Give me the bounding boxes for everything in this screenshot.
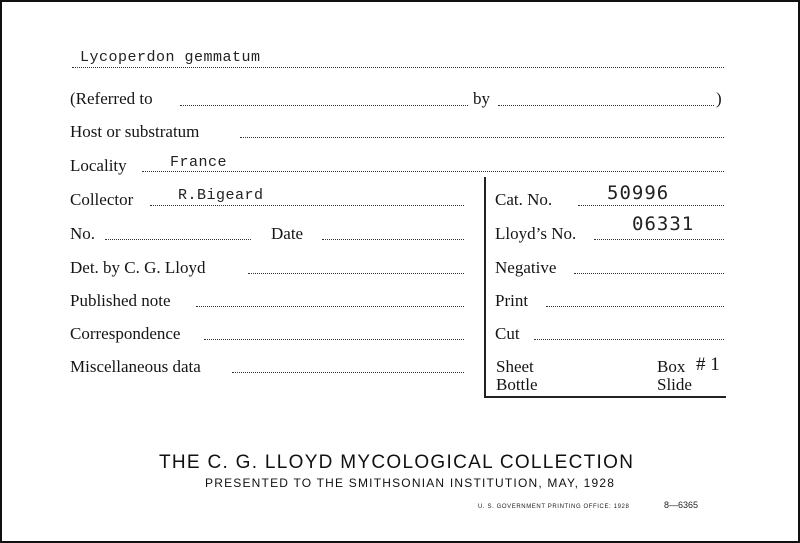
form-code: 8—6365 xyxy=(664,500,699,510)
no-field[interactable] xyxy=(105,239,251,240)
right-box-bottom-border xyxy=(484,396,726,398)
referred-to-label: (Referred to xyxy=(70,89,153,108)
right-box-left-border xyxy=(484,177,486,397)
det-label: Det. by C. G. Lloyd xyxy=(70,258,206,277)
print-label: Print xyxy=(495,291,529,310)
cut-label: Cut xyxy=(495,324,520,343)
locality-field[interactable] xyxy=(142,171,724,172)
collector-field[interactable] xyxy=(150,205,464,206)
referred-close-paren: ) xyxy=(716,89,722,108)
lloyds-no-label: Lloyd’s No. xyxy=(495,224,577,243)
published-note-field[interactable] xyxy=(196,306,464,307)
collector-label: Collector xyxy=(70,190,134,209)
sheet-label: Sheet xyxy=(496,357,534,376)
det-field[interactable] xyxy=(248,273,464,274)
correspondence-label: Correspondence xyxy=(70,324,181,343)
negative-label: Negative xyxy=(495,258,557,277)
box-value: # 1 xyxy=(696,354,720,375)
host-label: Host or substratum xyxy=(70,122,200,141)
box-label: Box xyxy=(657,357,686,376)
cat-no-field[interactable] xyxy=(578,205,724,206)
collection-subtitle: PRESENTED TO THE SMITHSONIAN INSTITUTION, MAY, 1928 xyxy=(205,476,616,490)
slide-label: Slide xyxy=(657,375,692,394)
by-label: by xyxy=(473,89,490,108)
negative-field[interactable] xyxy=(574,273,724,274)
locality-value: France xyxy=(170,154,228,171)
referred-to-field[interactable] xyxy=(180,105,468,106)
specimen-name-line xyxy=(72,67,724,68)
host-field[interactable] xyxy=(240,137,724,138)
published-note-label: Published note xyxy=(70,291,171,310)
print-field[interactable] xyxy=(546,306,724,307)
locality-label: Locality xyxy=(70,156,127,175)
correspondence-field[interactable] xyxy=(204,339,464,340)
cut-field[interactable] xyxy=(534,339,724,340)
misc-data-field[interactable] xyxy=(232,372,464,373)
cat-no-label: Cat. No. xyxy=(495,190,553,209)
misc-data-label: Miscellaneous data xyxy=(70,357,201,376)
by-field[interactable] xyxy=(498,105,714,106)
date-field[interactable] xyxy=(322,239,464,240)
collector-value: R.Bigeard xyxy=(178,187,264,204)
lloyds-no-value: 06331 xyxy=(632,213,695,235)
collection-title: THE C. G. LLOYD MYCOLOGICAL COLLECTION xyxy=(159,452,635,473)
lloyds-no-field[interactable] xyxy=(594,239,724,240)
cat-no-value: 50996 xyxy=(607,182,670,204)
no-label: No. xyxy=(70,224,96,243)
specimen-name: Lycoperdon gemmatum xyxy=(80,49,261,66)
bottle-label: Bottle xyxy=(496,375,538,394)
date-label: Date xyxy=(271,224,304,243)
printing-office-note: U. S. GOVERNMENT PRINTING OFFICE: 1928 xyxy=(478,504,630,510)
